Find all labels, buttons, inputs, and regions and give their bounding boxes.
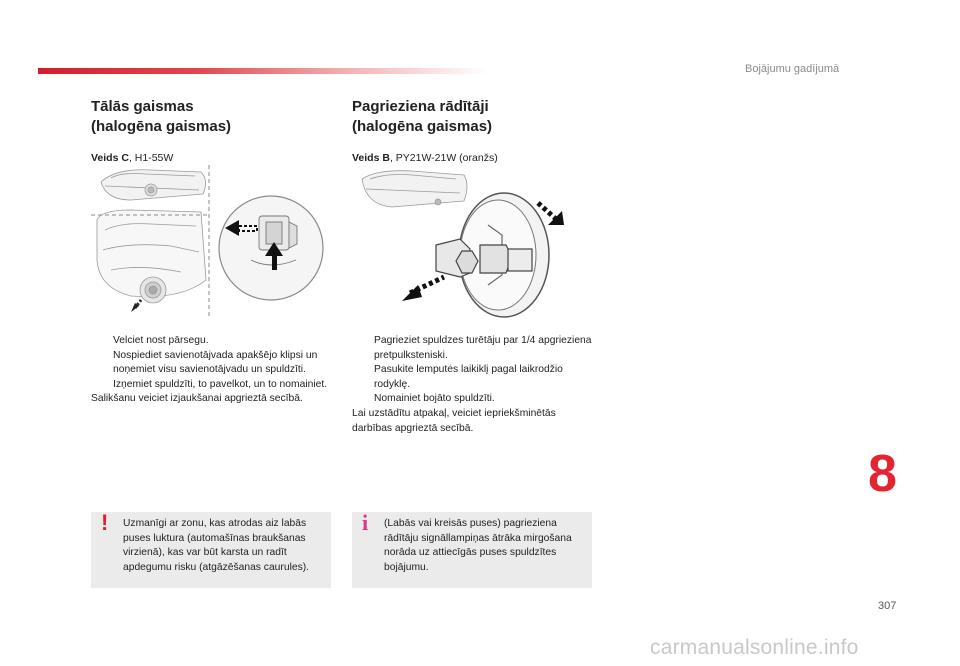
info-note-text: (Labās vai kreisās puses) pagrieziena rādītāju signāllampiņas ātrāka mirgošana norāda uz attiecīgās puses spuldzītes bojājumu. — [384, 518, 572, 573]
right-step-1 — [352, 334, 597, 363]
warning-icon: ! — [101, 510, 109, 535]
left-closing-text: Salikšanu veiciet izjaukšanai apgrieztā secībā. — [91, 393, 303, 405]
left-step-2 — [91, 349, 336, 378]
left-type-label: Veids C — [91, 152, 129, 164]
left-step-1 — [91, 334, 336, 349]
right-closing-text: Lai uzstādītu atpakaļ, veiciet iepriekšminētās darbības apgrieztā secībā. — [352, 407, 556, 434]
right-step-2 — [352, 363, 597, 392]
right-column — [352, 97, 597, 164]
left-heading-line2: (halogēna gaismas) — [91, 118, 232, 135]
left-column — [91, 97, 336, 164]
left-step-3 — [91, 378, 336, 393]
right-step-3 — [352, 392, 597, 407]
watermark: carmanualsonline.info — [650, 636, 859, 659]
page-number: 307 — [878, 600, 897, 612]
left-step-2-text: Nospiediet savienotājvada apakšējo klipsi un noņemiet visu savienotājvadu un spuldzīti. — [113, 349, 318, 376]
left-step-1-text: Velciet nost pārsegu. — [113, 335, 209, 346]
right-heading-line2: (halogēna gaismas) — [352, 118, 493, 135]
right-step-3-text: Nomainiet bojāto spuldzīti. — [374, 393, 495, 405]
right-instructions — [352, 334, 597, 436]
warning-note — [91, 512, 331, 588]
header-accent-bar — [38, 68, 488, 74]
right-heading-line1: Pagrieziena rādītāji — [352, 98, 489, 115]
chapter-number: 8 — [868, 445, 897, 503]
info-note — [352, 512, 592, 588]
warning-note-text: Uzmanīgi ar zonu, kas atrodas aiz labās puses luktura (automašīnas braukšanas virzienā), kas var būt karsta un radīt apdegumu risku (atgāzēšanas caurules). — [123, 518, 310, 573]
left-type-value: , H1-55W — [128, 152, 174, 164]
right-type-value: , PY21W-21W (oranžs) — [389, 152, 498, 164]
right-type-label: Veids B — [352, 152, 390, 164]
right-step-1-text: Pagrieziet spuldzes turētāju par 1/4 apgrieziena pretpulksteniski. — [374, 335, 592, 361]
right-heading — [352, 97, 597, 137]
left-heading — [91, 97, 336, 137]
left-heading-line1: Tālās gaismas — [91, 98, 194, 115]
section-title: Bojājumu gadījumā — [745, 63, 840, 75]
right-step-2-text: Pasukite lemputės laikiklį pagal laikrodžio rodyklę. — [374, 364, 563, 390]
info-icon: i — [362, 510, 369, 535]
right-bulb-type — [352, 152, 597, 164]
left-instructions — [91, 334, 336, 407]
left-step-3-text: Izņemiet spuldzīti, to pavelkot, un to nomainiet. — [113, 378, 328, 390]
high-beam-illustration — [91, 160, 331, 320]
turn-signal-illustration — [352, 165, 592, 320]
